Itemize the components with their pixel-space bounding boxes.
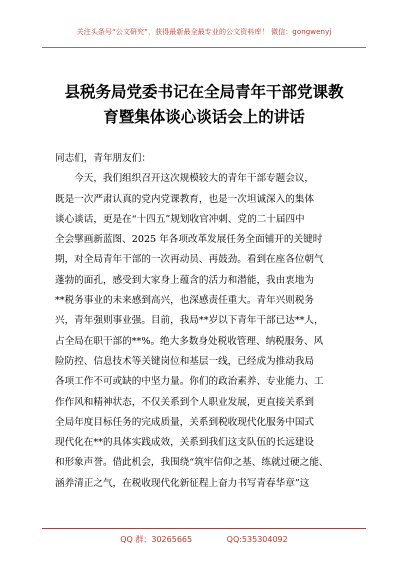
document-body — [55, 149, 359, 494]
footer-contacts — [0, 534, 408, 545]
document-title — [40, 80, 368, 130]
title-line-2: 育暨集体谈心谈话会上的讲话 — [103, 108, 305, 126]
body-line: 兴，青年强则事业强。目前，我局**岁以下青年干部已达**人， — [55, 315, 324, 327]
body-line: 作作风和精神状态，不仅关系到个人职业发展，更直接关系到 — [55, 396, 315, 408]
body-line: 各项工作不可或缺的中坚力量。你们的政治素养、专业能力、工 — [55, 376, 324, 388]
body-line: 既是一次严肃认真的党内党课教育，也是一次坦诚深入的集体 — [55, 193, 315, 205]
footer-qq-number: QQ:535304092 — [226, 535, 288, 544]
body-line: 涵养清正之气，在税收现代化新征程上奋力书写青春华章”这 — [55, 477, 310, 489]
footer-qq-group: QQ 群：30265665 — [120, 535, 193, 544]
header-divider — [42, 47, 366, 48]
body-line: 期，对全局青年干部的一次再动员、再鼓劲。看到在座各位朝气 — [55, 254, 324, 266]
body-line: 谈心谈话，更是在“十四五”规划收官冲刺、党的二十届四中 — [55, 213, 305, 225]
body-line: 险防控、信息技术等关键岗位和基层一线，已经成为推动我局 — [55, 355, 315, 367]
footer-divider — [42, 528, 366, 529]
body-line: 同志们，青年朋友们： — [55, 153, 151, 164]
body-line: **税务事业的未来感到高兴，也深感责任重大。青年兴则税务 — [55, 295, 315, 307]
title-line-1: 县税务局党委书记在全局青年干部党课教 — [64, 83, 344, 101]
body-line: 全会擘画新蓝图、2025 年各项改革发展任务全面铺开的关键时 — [55, 234, 323, 246]
body-line: 全局年度目标任务的完成质量，关系到税收现代化服务中国式 — [55, 416, 315, 428]
body-line: 蓬勃的面孔，感受到大家身上蕴含的活力和潜能，我由衷地为 — [55, 274, 315, 286]
header-promo-note: 关注头条号“公文研究”，获得最新最全最专业的公文资料库！ 微信：gongwenyj — [76, 28, 332, 36]
body-line: 和形象声誉。借此机会，我围绕“筑牢信仰之基、练就过硬之能、 — [55, 457, 329, 469]
body-line: 占全局在职干部的**%。绝大多数身处税收管理、纳税服务、风 — [55, 335, 324, 347]
body-line: 现代化在**的具体实践成效，关系到我们这支队伍的长远建设 — [55, 437, 315, 449]
body-line: 今天，我们组织召开这次规模较大的青年干部专题会议， — [55, 173, 315, 185]
